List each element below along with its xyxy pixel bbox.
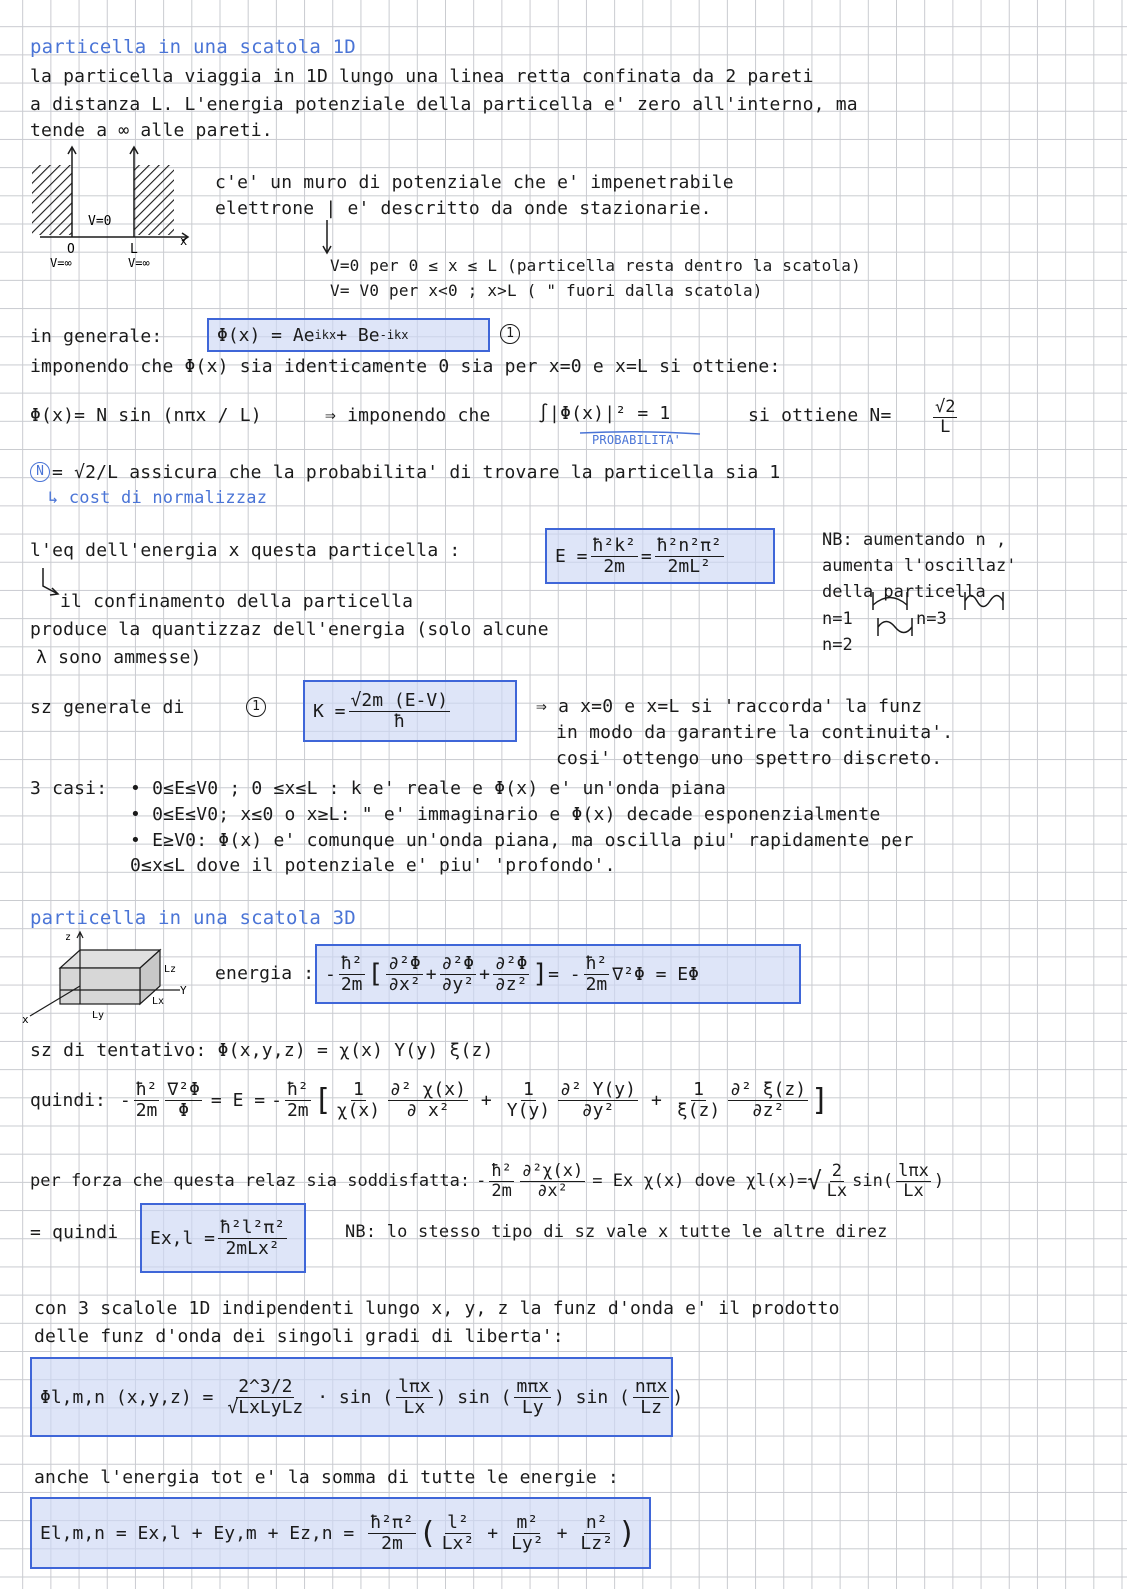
condition-inside: V=0 per 0 ≤ x ≤ L (particella resta dentro la scatola) xyxy=(330,256,861,275)
n-note: = √2/L assicura che la probabilita' di trovare la particella sia 1 xyxy=(52,462,781,483)
wavefunction-3d-box xyxy=(30,1357,684,1437)
nb-line-1: NB: aumentando n , xyxy=(822,530,1007,550)
sin-frac xyxy=(896,1162,931,1200)
n-den: L xyxy=(940,416,951,437)
case-1: • 0≤E≤V0 ; 0 ≤x≤L : k e' reale e Φ(x) e' un'onda piana xyxy=(130,778,726,799)
q-h2-den: 2m xyxy=(286,1099,309,1121)
xi-d-num: ∂² ξ(z) xyxy=(730,1079,807,1100)
d2z-frac xyxy=(493,954,530,995)
general-eq-b-exp: -ikx xyxy=(379,328,409,342)
h-den-2: 2m xyxy=(585,973,608,995)
d2z-den: ∂z² xyxy=(494,973,528,995)
q-h-num: ħ² xyxy=(135,1079,158,1100)
quindi-label: quindi: xyxy=(30,1089,106,1111)
box-3d-figure xyxy=(20,928,200,1028)
ups-d-frac xyxy=(558,1080,638,1121)
ex-label: Ex,l = xyxy=(150,1227,216,1249)
sin-den: Lx xyxy=(903,1180,924,1201)
ws1-den: Lx xyxy=(403,1396,426,1418)
chi-num: 1 xyxy=(352,1079,364,1100)
k-note-3: cosi' ottengo uno spettro discreto. xyxy=(556,748,943,769)
intro-line-3: tende a ∞ alle pareti. xyxy=(30,120,273,141)
energy-e: E = xyxy=(555,545,588,567)
condition-outside: V= V0 per x<0 ; x>L ( " fuori dalla scatola) xyxy=(330,281,763,300)
plus-1: + xyxy=(425,963,437,985)
electron-text: elettrone | e' descritto da onde stazionarie. xyxy=(215,198,712,219)
ws3-num: nπx xyxy=(634,1375,668,1397)
ex-num: ħ²l²π² xyxy=(220,1216,286,1238)
fig1-l: L xyxy=(130,242,138,257)
fig1-v0: V=0 xyxy=(88,214,112,229)
fig1-vinf-left: V=∞ xyxy=(50,256,72,270)
minus-a: - xyxy=(119,1089,131,1111)
wave-den: √LxLyLz xyxy=(227,1396,304,1418)
chi-d-den: ∂ x² xyxy=(406,1099,450,1121)
equation-number-1: 1 xyxy=(500,324,520,344)
xi-d-den: ∂z² xyxy=(751,1099,785,1121)
t1-den: Lx² xyxy=(441,1532,475,1554)
general-solution-box xyxy=(207,318,490,352)
etot-t3 xyxy=(578,1513,615,1554)
ws3-den: Lz xyxy=(640,1396,662,1418)
sin-num: lπx xyxy=(898,1161,929,1181)
force-minus: - xyxy=(476,1171,487,1192)
sqrt-frac xyxy=(825,1162,849,1200)
etot-plus-1: + xyxy=(487,1522,499,1544)
phi-solution: Φ(x)= N sin (nπx / L) xyxy=(30,405,262,426)
q-h-den: 2m xyxy=(135,1099,158,1121)
k-note-1: ⇒ a x=0 e x=L si 'raccorda' la funz xyxy=(536,696,923,717)
intro-line-2: a distanza L. L'energia potenziale della particella e' zero all'interno, ma xyxy=(30,94,858,115)
energy-num2: ħ²n²π² xyxy=(656,534,722,556)
energy-den2: 2mL² xyxy=(667,555,711,577)
cases-label: 3 casi: xyxy=(30,778,108,799)
minus-b: - xyxy=(271,1089,282,1111)
d2x-num: ∂²Φ xyxy=(388,952,421,974)
q-h2-num: ħ² xyxy=(286,1079,309,1100)
laplacian-eq: ∇²Φ = EΦ xyxy=(612,963,699,985)
wave-sin1 xyxy=(396,1377,433,1418)
section2-title: particella in una scatola 3D xyxy=(30,907,356,929)
n-sub-note: ↳ cost di normalizzaz xyxy=(48,488,268,508)
k-num: √2m (E-V) xyxy=(350,689,449,711)
chi-d-num: ∂² χ(x) xyxy=(390,1079,466,1100)
q-plus-1: + xyxy=(480,1089,492,1111)
k-note-2: in modo da garantire la continuita'. xyxy=(556,722,954,743)
phi-impose: ⇒ imponendo che xyxy=(325,405,491,426)
q-lap-den: Φ xyxy=(178,1099,190,1121)
n3-wave-icon xyxy=(962,590,1006,612)
n-normalization xyxy=(933,398,957,436)
q-lap-num: ∇²Φ xyxy=(167,1079,200,1100)
confinement-line-1: il confinamento della particella xyxy=(60,591,414,612)
k-equation-ref: 1 xyxy=(246,697,266,717)
probability-underline xyxy=(578,430,703,436)
xi-d-frac xyxy=(728,1080,808,1121)
bracket-open: [ xyxy=(367,959,384,989)
k-label: sz generale di xyxy=(30,697,185,718)
etot-t2 xyxy=(509,1513,546,1554)
energy-1d-box xyxy=(545,528,775,584)
d2y-den: ∂y² xyxy=(441,973,475,995)
schrodinger-3d-box xyxy=(315,944,801,1004)
f-h-den: 2m xyxy=(491,1180,512,1201)
phi-obtain: si ottiene N= xyxy=(748,405,892,426)
ups-d-den: ∂y² xyxy=(581,1099,615,1121)
sin1-label: · sin ( xyxy=(317,1386,394,1408)
sin-close: ) xyxy=(933,1171,945,1192)
total-energy-box xyxy=(30,1497,651,1569)
ups-d-num: ∂² Υ(y) xyxy=(560,1079,636,1100)
e-quindi: = quindi xyxy=(30,1222,119,1243)
sqrt-sign: √ xyxy=(807,1167,822,1196)
fig2-z: z xyxy=(65,932,72,943)
nb-same: NB: lo stesso tipo di sz vale x tutte le altre direz xyxy=(345,1222,888,1242)
f-h-num: ħ² xyxy=(491,1161,512,1181)
wall-text: c'e' un muro di potenziale che e' impenetrabile xyxy=(215,172,734,193)
t2-num: m² xyxy=(516,1511,539,1533)
hbar-frac xyxy=(339,954,365,995)
intro-line-1: la particella viaggia in 1D lungo una linea retta confinata da 2 pareti xyxy=(30,66,814,87)
force-text-b: = Ex χ(x) dove χl(x)= xyxy=(592,1171,808,1192)
t1-num: l² xyxy=(447,1511,469,1533)
wave-label: Φl,m,n (x,y,z) = xyxy=(40,1386,214,1408)
chi-frac xyxy=(335,1080,382,1121)
etot-den: 2m xyxy=(381,1532,403,1554)
n-num: √2 xyxy=(935,397,956,417)
energy-label: l'eq dell'energia x questa particella : xyxy=(30,540,461,561)
normalization-integral: ∫|Φ(x)|² = 1 xyxy=(538,403,671,424)
d2x-den: ∂x² xyxy=(388,973,421,995)
equals: = xyxy=(640,545,652,567)
sqrt-den: Lx xyxy=(826,1180,848,1201)
fig2-lx: Lx xyxy=(152,996,165,1007)
impose-line: imponendo che Φ(x) sia identicamente 0 sia per x=0 e x=L si ottiene: xyxy=(30,356,781,377)
d2y-num: ∂²Φ xyxy=(441,952,475,974)
force-text: per forza che questa relaz sia soddisfatta: xyxy=(30,1171,471,1192)
ex-den: 2mLx² xyxy=(225,1237,280,1259)
general-eq-b: + Be xyxy=(336,324,380,346)
q-hbar xyxy=(134,1080,160,1121)
bracket-close: ] xyxy=(532,959,549,989)
force-d-den: ∂x² xyxy=(537,1180,568,1201)
ws1-num: lπx xyxy=(398,1375,431,1397)
n1-label: n=1 xyxy=(822,609,853,629)
hbar-frac-2 xyxy=(584,954,610,995)
force-d-frac xyxy=(520,1162,585,1200)
etot-t1 xyxy=(440,1513,477,1554)
equals-2: = - xyxy=(548,963,581,985)
sin3-close: ) xyxy=(672,1386,684,1408)
h-den: 2m xyxy=(340,973,363,995)
ups-den: Υ(y) xyxy=(506,1099,551,1121)
force-d-num: ∂²χ(x) xyxy=(521,1161,584,1181)
general-eq-a-exp: ikx xyxy=(314,328,337,342)
energy-frac-1 xyxy=(591,536,638,577)
fig2-x: x xyxy=(22,1013,29,1026)
prod-line-1: con 3 scalole 1D indipendenti lungo x, y, z la funz d'onda e' il prodotto xyxy=(34,1298,840,1319)
q-lap xyxy=(165,1080,202,1121)
q-bracket-close: ] xyxy=(811,1082,830,1118)
ups-num: 1 xyxy=(523,1079,534,1100)
separated-equation xyxy=(30,1080,829,1121)
etot-hbar xyxy=(368,1513,415,1554)
etot-plus-2: + xyxy=(556,1522,568,1544)
wave-norm-frac xyxy=(225,1377,305,1418)
energy-num1: ħ²k² xyxy=(592,534,636,556)
h-num: ħ² xyxy=(340,952,363,974)
wave-sin2 xyxy=(514,1377,551,1418)
fig2-lz: Lz xyxy=(164,964,177,975)
confinement-line-2: produce la quantizzaz dell'energia (solo alcune xyxy=(30,619,549,640)
h-num-2: ħ² xyxy=(585,952,608,974)
xi-num: 1 xyxy=(693,1079,704,1100)
etot-paren-open: ( xyxy=(418,1515,437,1551)
fig1-x: x xyxy=(180,234,188,248)
d2y-frac xyxy=(440,954,477,995)
ex-box xyxy=(140,1203,306,1273)
xi-den: ξ(z) xyxy=(676,1099,721,1121)
right-wall-hatch xyxy=(134,165,174,235)
q-bracket-open: [ xyxy=(313,1082,332,1118)
ex-frac xyxy=(218,1218,287,1259)
n2-wave-icon xyxy=(875,616,915,638)
case-2: • 0≤E≤V0; x≤0 o x≥L: " e' immaginario e Φ(x) decade esponenzialmente xyxy=(130,804,881,825)
confinement-line-3: λ sono ammesse) xyxy=(36,647,202,668)
force-line xyxy=(30,1162,944,1200)
general-eq-a: Φ(x) = Ae xyxy=(217,324,315,346)
left-wall-hatch xyxy=(32,165,72,235)
case-3: • E≥V0: Φ(x) e' comunque un'onda piana, ma oscilla piu' rapidamente per xyxy=(130,830,914,851)
sqrt-num: 2 xyxy=(831,1161,843,1181)
nb-line-3: della particella xyxy=(822,582,986,602)
t2-den: Ly² xyxy=(511,1532,544,1554)
d2x-frac xyxy=(386,954,423,995)
case-3-cont: 0≤x≤L dove il potenziale e' piu' 'profondo'. xyxy=(130,855,616,876)
trial-line: sz di tentativo: Φ(x,y,z) = χ(x) Υ(y) ξ(z) xyxy=(30,1040,494,1061)
n2-label: n=2 xyxy=(822,635,853,655)
energy-den1: 2m xyxy=(603,555,626,577)
chi-d-frac xyxy=(388,1080,468,1121)
fig1-origin: O xyxy=(67,242,75,257)
force-hbar xyxy=(489,1162,513,1200)
plus-2: + xyxy=(479,963,490,985)
ups-frac xyxy=(505,1080,552,1121)
q-eq: = E = xyxy=(210,1089,266,1111)
n-circle: N xyxy=(30,462,50,482)
t3-den: Lz² xyxy=(580,1532,613,1554)
fig2-y: Y xyxy=(180,984,187,997)
wave-num: 2^3/2 xyxy=(238,1375,293,1397)
k-eq: K = xyxy=(313,700,346,722)
minus-sign: - xyxy=(325,963,336,985)
d2z-num: ∂²Φ xyxy=(494,952,528,974)
section1-title: particella in una scatola 1D xyxy=(30,36,356,58)
prod-line-2: delle funz d'onda dei singoli gradi di liberta': xyxy=(34,1326,564,1347)
q-plus-2: + xyxy=(650,1089,662,1111)
wave-sin3 xyxy=(633,1377,670,1418)
k-frac xyxy=(349,691,451,732)
sin3-label: ) sin ( xyxy=(554,1386,630,1408)
chi-den: χ(x) xyxy=(336,1099,381,1121)
xi-frac xyxy=(675,1080,722,1121)
etot-paren-close: ) xyxy=(617,1515,636,1551)
energy3d-label: energia : xyxy=(215,963,315,984)
k-den: ħ xyxy=(393,710,405,732)
arrow-down-icon xyxy=(320,220,334,256)
q-hbar-2 xyxy=(285,1080,311,1121)
ws2-num: mπx xyxy=(516,1375,549,1397)
etot-label: El,m,n = Ex,l + Ey,m + Ez,n = xyxy=(40,1522,355,1544)
sin-label: sin( xyxy=(852,1171,894,1192)
nb-line-2: aumenta l'oscillaz' xyxy=(822,556,1017,576)
n1-wave-icon xyxy=(870,590,910,612)
potential-well-figure xyxy=(30,145,205,270)
total-energy-line: anche l'energia tot e' la somma di tutte le energie : xyxy=(34,1467,619,1488)
sin2-label: ) sin ( xyxy=(435,1386,512,1408)
confinement-arrow-icon xyxy=(40,568,62,598)
fig1-vinf-right: V=∞ xyxy=(128,256,150,270)
energy-frac-2 xyxy=(655,536,724,577)
k-box xyxy=(303,680,517,742)
ws2-den: Ly xyxy=(521,1396,544,1418)
n3-label: n=3 xyxy=(916,609,947,629)
t3-num: n² xyxy=(585,1511,608,1533)
fig2-ly: Ly xyxy=(92,1010,105,1021)
probability-label: PROBABILITA' xyxy=(592,433,682,447)
general-label: in generale: xyxy=(30,326,163,347)
etot-num: ħ²π² xyxy=(370,1511,414,1533)
